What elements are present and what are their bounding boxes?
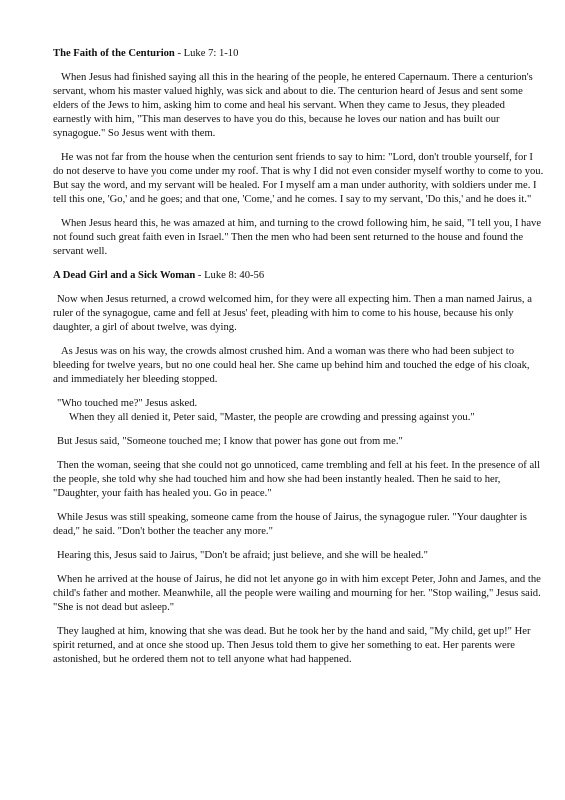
paragraph: They laughed at him, knowing that she was dead. But he took her by the hand and said, "My child, get up!" Her spirit returned, and at once she stood up. Then Jesus told them to give her something to eat. Her parents were astonished, but he ordered them not to tell anyone what had happened.	[53, 626, 531, 665]
paragraph: Then the woman, seeing that she could not go unnoticed, came trembling and fell at his feet. In the presence of all the people, she told why she had touched him and how she had been instantly healed. Then he said to her, "Daughter, your faith has healed you. Go in peace."	[53, 460, 541, 499]
paragraph: Now when Jesus returned, a crowd welcomed him, for they were all expecting him. Then a man named Jairus, a ruler of the synagogue, came and fell at Jesus' feet, pleading with him to come to his house, because his only daughter, a girl of about twelve, was dying.	[53, 294, 532, 333]
paragraph: But Jesus said, "Someone touched me; I know that power has gone out from me."	[57, 436, 403, 447]
paragraph: When he arrived at the house of Jairus, he did not let anyone go in with him except Peter, John and James, and the child's father and mother. Meanwhile, all the people were wailing and mourning for her. "Stop wailing," Jesus said. "She is not dead but asleep."	[53, 574, 541, 613]
section-heading-dead-girl	[53, 269, 545, 283]
paragraph: "Who touched me?" Jesus asked.	[57, 398, 198, 409]
section-reference: - Luke 7: 1-10	[174, 48, 239, 59]
section-heading-centurion	[53, 47, 545, 61]
paragraph: When they all denied it, Peter said, "Master, the people are crowding and pressing against you."	[69, 412, 475, 423]
paragraph: When Jesus heard this, he was amazed at him, and turning to the crowd following him, he said, "I tell you, I have not found such great faith even in Israel." Then the men who had been sent returned to the house and found the servant well.	[53, 218, 542, 257]
paragraph: While Jesus was still speaking, someone came from the house of Jairus, the synagogue ruler. "Your daughter is dead," he said. "Don't bother the teacher any more."	[53, 512, 527, 537]
section-title: A Dead Girl and a Sick Woman	[53, 270, 196, 281]
paragraph: He was not far from the house when the centurion sent friends to say to him: "Lord, don't trouble yourself, for I do not deserve to have you come under my roof. That is why I did not even consider myself worthy to come to you. But say the word, and my servant will be healed. For I myself am a man under authority, with soldiers under me. I tell this one, 'Go,' and he goes; and that one, 'Come,' and he comes. I say to my servant, 'Do this,' and he does it."	[53, 152, 544, 205]
paragraph: Hearing this, Jesus said to Jairus, "Don't be afraid; just believe, and she will be healed."	[57, 550, 428, 561]
paragraph: When Jesus had finished saying all this in the hearing of the people, he entered Capernaum. There a centurion's servant, whom his master valued highly, was sick and about to die. The centurion heard of Jesus and sent some elders of the Jews to him, asking him to come and heal his servant. When they came to Jesus, they pleaded earnestly with him, "This man deserves to have you do this, because he loves our nation and has built our synagogue." So Jesus went with them.	[53, 72, 533, 139]
section-reference: - Luke 8: 40-56	[195, 270, 265, 281]
section-title: The Faith of the Centurion	[53, 48, 175, 59]
paragraph: As Jesus was on his way, the crowds almost crushed him. And a woman was there who had been subject to bleeding for twelve years, but no one could heal her. She came up behind him and touched the edge of his cloak, and immediately her bleeding stopped.	[53, 346, 530, 385]
